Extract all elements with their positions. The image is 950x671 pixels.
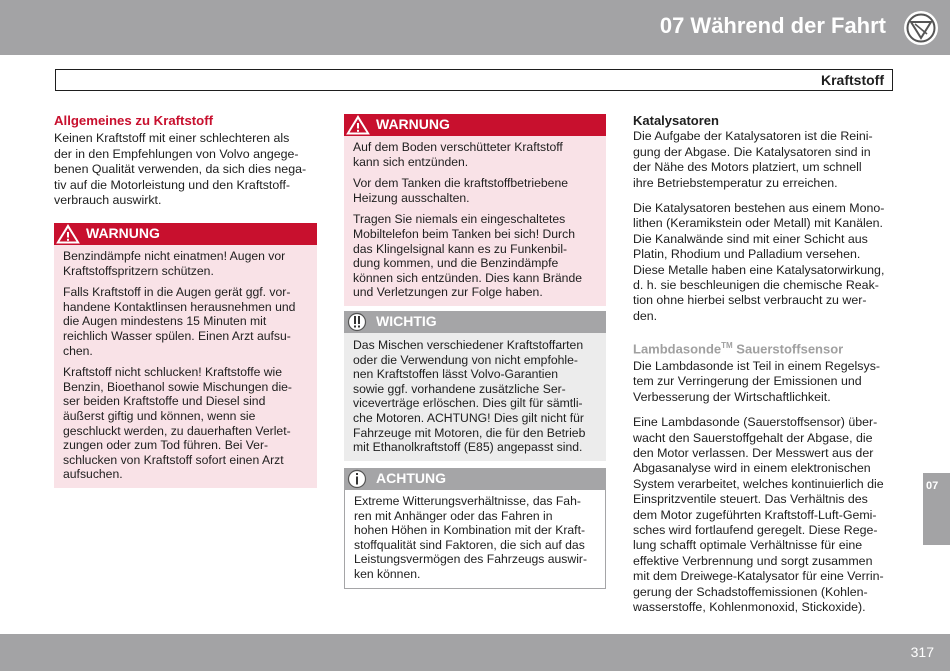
page-footer xyxy=(0,634,950,671)
warning-paragraph: Auf dem Boden verschütteter Kraftstoff kann sich entzünden. xyxy=(353,140,563,169)
left-warning-box xyxy=(54,223,317,488)
important-label: WICHTIG xyxy=(376,313,437,329)
catalyst-paragraph: Die Aufgabe der Katalysatoren ist die Reini- gung der Abgase. Die Katalysatoren sind in der Nähe des Motors platziert, um schnell ihre Betriebstemperatur zu erreichen. xyxy=(633,129,873,190)
catalyst-heading: Katalysatoren xyxy=(633,113,719,128)
warning-paragraph: Benzindämpfe nicht einatmen! Augen vor Kraftstoffspritzern schützen. xyxy=(63,249,286,278)
warning-header xyxy=(54,223,317,245)
warning-paragraph: Vor dem Tanken die kraftstoffbetriebene Heizung ausschalten. xyxy=(353,176,568,205)
fuel-intro-paragraph: Keinen Kraftstoff mit einer schlechteren als der in den Empfehlungen von Volvo angege- benen Qualität verwenden, da sich dies nega- tiv auf die Motorleistung und den Kraftstoff- verbrauch auswirkt. xyxy=(54,131,307,208)
lambda-paragraph: Die Lambdasonde ist Teil in einem Regelsys- tem zur Verringerung der Emissionen und Verbesserung der Wirtschaftlichkeit. xyxy=(633,359,881,404)
section-title: Kraftstoff xyxy=(821,72,884,88)
volvo-logo-icon xyxy=(903,10,939,46)
note-body xyxy=(344,490,606,589)
warning-paragraph: Falls Kraftstoff in die Augen gerät ggf. vor- handene Kontaktlinsen herausnehmen und die Augen mindestens 15 Minuten mit reichlich Wasser spülen. Einen Arzt aufsu- chen. xyxy=(63,285,296,358)
note-header xyxy=(344,468,606,490)
warning-label: WARNUNG xyxy=(86,225,160,241)
lambda-paragraph: Eine Lambdasonde (Sauerstoffsensor) über- wacht den Sauerstoffgehalt der Abgase, die den Motor verlassen. Der Messwert aus der Abgasanalyse wird in einem elektronischen System verarbeitet, welches kontinuierlich die Einspritzventile steuert. Das Verhältnis des dem Motor zugeführten Kraftstoff-Luft-Gemi- sches wird fortlaufend geregelt. Diese Rege- lung schafft optimale Verhältnisse für eine effektive Verbrennung und sorgt zusammen mit dem Dreiwege-Katalysator für eine Verrin- gerung der Schadstoffemissionen (Kohlen- wasserstoffe, Kohlenmonoxid, Stickoxide). xyxy=(633,415,884,615)
note-box xyxy=(344,468,606,589)
left-column xyxy=(54,113,316,208)
note-paragraph: Extreme Witterungsverhältnisse, das Fah- ren mit Anhänger oder das Fahren in hohen Höhen in Kombination mit der Kraft- stoffqualität sind Faktoren, die sich auf das Leistungsvermögen des Fahrzeugs auswir- ken können. xyxy=(354,494,588,581)
important-body xyxy=(344,333,606,461)
lambda-sensor-heading: Lambdasonde™ Sauerstoffsensor xyxy=(633,341,844,357)
info-circle-icon xyxy=(346,469,368,489)
page-number: 317 xyxy=(910,644,934,660)
warning-body xyxy=(54,245,317,488)
right-column xyxy=(633,113,903,626)
catalyst-paragraph: Die Katalysatoren bestehen aus einem Mono- lithen (Keramikstein oder Metall) mit Kanälen. Die Kanalwände sind mit einer Schicht aus Platin, Rhodium und Palladium versehen. Diese Metalle haben eine Katalysatorwirkung, d. h. sie beschleunigen die chemische Reak- tion ohne hierbei selbst verbraucht zu wer- den. xyxy=(633,201,885,323)
important-paragraph: Das Mischen verschiedener Kraftstoffarten oder die Verwendung von nicht empfohle- nen Kraftstoffen lässt Volvo-Garantien sowie ggf. vorhandene zusätzliche Ser- viceverträge erlöschen. Dies gilt für sämtli- che Motoren. ACHTUNG! Dies gilt nicht für Fahrzeuge mit Motoren, die für den Betrieb mit Ethanolkraftstoff (E85) angepasst sind. xyxy=(353,338,586,455)
important-header xyxy=(344,311,606,333)
chapter-title: 07 Während der Fahrt xyxy=(659,13,886,38)
warning-label: WARNUNG xyxy=(376,116,450,132)
section-bar xyxy=(55,69,893,91)
middle-warning-box xyxy=(344,114,606,306)
warning-body xyxy=(344,136,606,306)
important-box xyxy=(344,311,606,461)
warning-header xyxy=(344,114,606,136)
warning-paragraph: Tragen Sie niemals ein eingeschaltetes Mobiltelefon beim Tanken bei sich! Durch das Klingelsignal kann es zu Funkenbil- dung kommen, und die Benzindämpfe können sich entzünden. Dies kann Brände und Verletzungen zur Folge haben. xyxy=(353,212,583,300)
chapter-side-tab: 07 xyxy=(923,473,950,545)
note-label: ACHTUNG xyxy=(376,470,446,486)
warning-triangle-icon xyxy=(56,224,80,244)
warning-triangle-icon xyxy=(346,115,370,135)
exclamation-circle-icon xyxy=(346,312,368,332)
page-header xyxy=(0,0,950,55)
fuel-general-heading: Allgemeines zu Kraftstoff xyxy=(54,113,214,128)
warning-paragraph: Kraftstoff nicht schlucken! Kraftstoffe wie Benzin, Bioethanol sowie Mischungen die- ser beiden Kraftstoffe und Diesel sind äußerst giftig und können, wenn sie geschluckt werden, zu dauerhaften Verlet- zungen oder zum Tod führen. Bei Ver- schlucken von Kraftstoff sofort einen Arzt aufsuchen. xyxy=(63,365,292,482)
